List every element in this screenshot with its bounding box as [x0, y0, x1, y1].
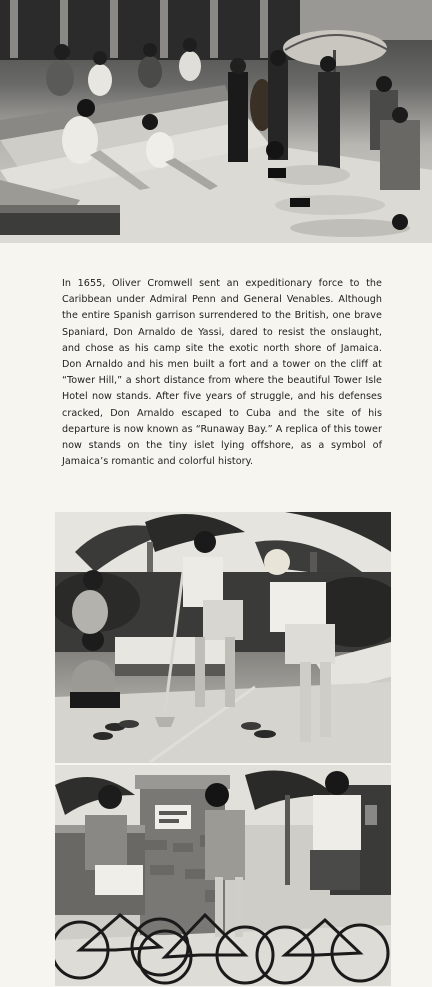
photo-sunbathers-terrace [0, 0, 432, 243]
photo-cyclists [55, 765, 391, 986]
history-paragraph: In 1655, Oliver Cromwell sent an expeditionary force to the Caribbean under Admiral Penn and General Venables. Although the entire Spanish garrison surrendered to the British, one brave Spaniard, Don Arnaldo de Yassi, dared to resist the onslaught, and chose as his camp site the exotic north shore of Jamaica. Don Arnaldo and his men built a fort and a tower on the cliff at “Tower Hill,” a short distance from where the beautiful Tower Isle Hotel now stands. After five years of struggle, and his defenses cracked, Don Arnaldo escaped to Cuba and the site of his departure is now known as “Runaway Bay.” A replica of this tower now stands on the tiny islet lying offshore, as a symbol of Jamaica’s romantic and colorful history. [62, 278, 382, 468]
photo-shuffleboard-players [55, 512, 391, 763]
